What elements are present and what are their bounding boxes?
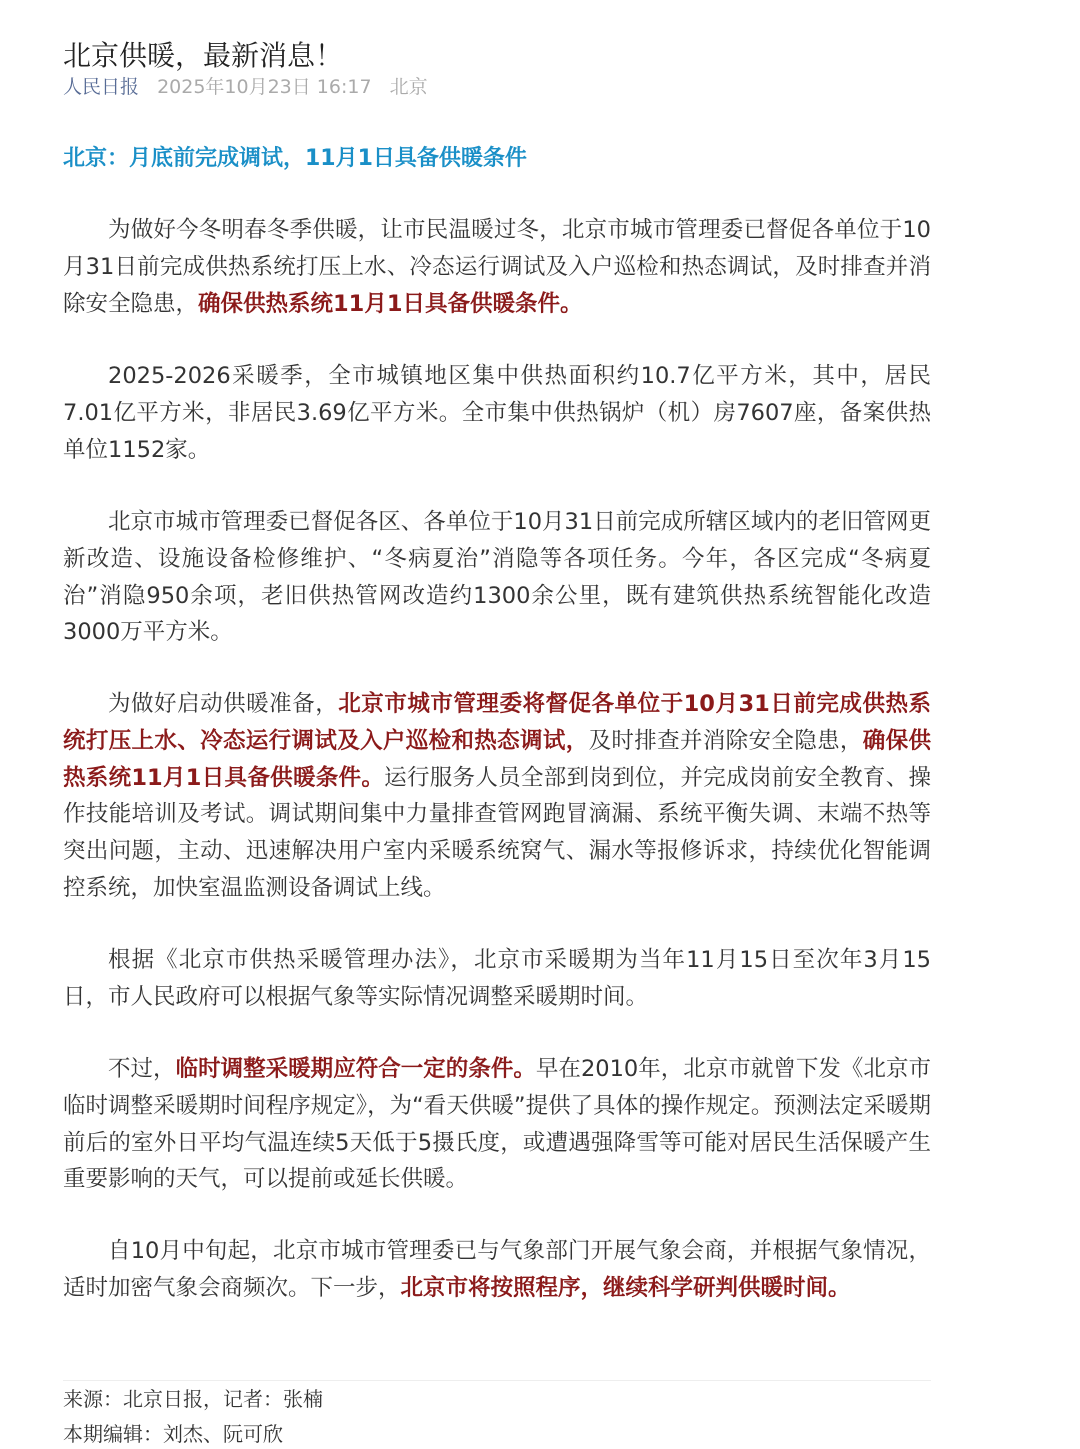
paragraph-4 [63, 686, 931, 907]
publish-location: 北京 [389, 76, 428, 98]
footer-divider [63, 1380, 931, 1381]
paragraph-5 [63, 942, 931, 1016]
article-title: 北京供暖，最新消息！ [63, 38, 344, 72]
paragraph-text: 不过， [108, 1056, 176, 1082]
paragraph-text: 运行服务人员全部到岗到位，并完成岗前安全教育、操作技能培训及考试。调试期间集中力量排查管网跑冒滴漏、系统平衡失调、末端不热等突出问题，主动、迅速解决用户室内采暖系统窝气、漏水等报修诉求，持续优化智能调控系统，加快室温监测设备调试上线。 [63, 764, 931, 901]
paragraph-text: 北京市城市管理委已督促各区、各单位于10月31日前完成所辖区域内的老旧管网更新改造、设施设备检修维护、“冬病夏治”消隐等各项任务。今年，各区完成“冬病夏治”消隐950余项，老旧供热管网改造约1300余公里，既有建筑供热系统智能化改造3000万平方米。 [63, 509, 931, 646]
article-meta [63, 73, 428, 101]
paragraph-text: 2025-2026采暖季，全市城镇地区集中供热面积约10.7亿平方米，其中，居民7.01亿平方米，非居民3.69亿平方米。全市集中供热锅炉（机）房7607座，备案供热单位1152家。 [63, 363, 931, 463]
publish-date: 2025年10月23日 16:17 [157, 76, 372, 98]
highlight-text: 确保供热系统11月1日具备供暖条件。 [198, 290, 583, 317]
paragraph-text: 及时排查并消除安全隐患， [588, 727, 863, 754]
paragraph-text: 为做好启动供暖准备， [108, 691, 339, 717]
paragraph-text: 为做好今冬明春冬季供暖，让市民温暖过冬，北京市城市管理委已督促各单位于10月31日前完成供热系统打压上水、冷态运行调试及入户巡检和热态调试，及时排查并消除安全隐患， [63, 217, 931, 317]
highlight-text: 确保供热系统11月1日具备供暖条件。 [63, 727, 931, 791]
paragraph-text: 自10月中旬起，北京市城市管理委已与气象部门开展气象会商，并根据气象情况，适时加密气象会商频次。下一步， [63, 1238, 931, 1301]
editor-credit: 本期编辑：刘杰、阮可欣 [63, 1422, 283, 1446]
highlight-text: 北京市城市管理委将督促各单位于10月31日前完成供热系统打压上水、冷态运行调试及入户巡检和热态调试， [63, 691, 931, 754]
highlight-text: 北京市将按照程序，继续科学研判供暖时间。 [400, 1274, 851, 1301]
paragraph-1 [63, 212, 931, 322]
source-account-link[interactable]: 人民日报 [63, 76, 140, 98]
section-subheading: 北京：月底前完成调试，11月1日具备供暖条件 [63, 146, 527, 171]
paragraph-text: 根据《北京市供热采暖管理办法》，北京市采暖期为当年11月15日至次年3月15日，市人民政府可以根据气象等实际情况调整采暖期时间。 [63, 947, 931, 1010]
paragraph-2 [63, 358, 931, 468]
source-credit: 来源：北京日报，记者：张楠 [63, 1387, 323, 1411]
paragraph-7 [63, 1233, 931, 1307]
paragraph-text: 早在2010年，北京市就曾下发《北京市临时调整采暖期时间程序规定》，为“看天供暖”提供了具体的操作规定。预测法定采暖期前后的室外日平均气温连续5天低于5摄氏度，或遭遇强降雪等可能对居民生活保暖产生重要影响的天气，可以提前或延长供暖。 [63, 1056, 931, 1193]
paragraph-3 [63, 504, 931, 651]
highlight-text: 临时调整采暖期应符合一定的条件。 [175, 1056, 536, 1082]
paragraph-6 [63, 1051, 931, 1198]
